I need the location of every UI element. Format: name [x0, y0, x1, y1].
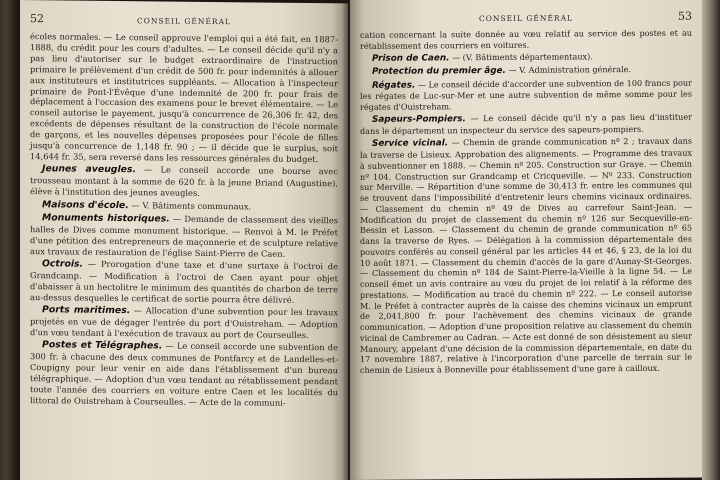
- paragraph: [30, 340, 338, 410]
- paragraph: [30, 163, 338, 200]
- paragraph: [30, 304, 338, 341]
- rubric-heading: Prison de Caen.: [372, 53, 450, 64]
- rubric-heading: Ports maritimes.: [42, 304, 131, 317]
- paragraph-text: — Le conseil accorde une subvention de 300 fr. à chacune des deux communes de Pontfarcy et de Landelles-et-Coupigny pour leur venir en aide dans l'établissement d'un bureau télégraphique. — Adoption d'un vœu tendant au rétablissement pendant toute l'année des courriers en voiture entre Caen et les localités du littoral de Ouistreham à Courseulles. — Acte de la communi-: [30, 340, 338, 408]
- rubric-heading: Jeunes aveugles.: [42, 163, 137, 176]
- paragraph: [360, 136, 692, 376]
- right-page-number: 53: [678, 9, 692, 23]
- left-page: [20, 0, 348, 480]
- rubric-heading: Service vicinal.: [372, 138, 449, 150]
- paragraph: [30, 258, 338, 306]
- paragraph: [30, 31, 338, 165]
- paragraph: [360, 77, 692, 113]
- left-page-number: 52: [30, 12, 44, 26]
- rubric-heading: Régates.: [372, 80, 416, 91]
- paragraph-text: — Le conseil décide d'accorder une subvention de 100 francs pour les régates de Luc-sur-Mer et une autre subvention de même somme pour les régates d'Ouistreham.: [360, 77, 692, 112]
- paragraph-text: — Le conseil décide qu'il n'y a pas lieu d'instituer dans le département un inspecteur du service des sapeurs-pompiers.: [360, 111, 692, 136]
- paragraph: [30, 199, 338, 214]
- paragraph: [30, 212, 338, 260]
- paragraph-text: — (V. Bâtiments départementaux).: [449, 51, 593, 63]
- paragraph: [360, 112, 692, 137]
- rubric-heading: Octrois.: [42, 258, 84, 270]
- rubric-heading: Monuments historiques.: [42, 212, 170, 225]
- rubric-heading: Protection du premier âge.: [372, 66, 506, 78]
- right-page-header: [360, 10, 692, 25]
- paragraph: [360, 51, 692, 65]
- paragraph-text: — Le conseil accorde une bourse avec trousseau montant à la somme de 620 fr. à la jeune Briand (Augustine), élève à l'institution des jeunes aveugles.: [30, 164, 338, 199]
- paragraph-text: — Allocation d'une subvention pour les travaux projetés en vue de dégager l'entrée du port d'Ouistreham. — Adoption d'un vœu tendant à l'exécution de travaux au port de Courseulles.: [30, 305, 339, 341]
- paragraph-text: — V. Administration générale.: [505, 64, 631, 76]
- paragraph-text: écoles normales. — Le conseil approuve l'emploi qui a été fait, en 1887-1888, du crédit pour les cours d'adultes. — Le conseil décide qu'il n'y a pas lieu d'autoriser sur le budget extraordinaire de l'instruction primaire le prélèvement d'un crédit de 500 fr. pour indemnités à allouer aux instituteurs et institutrices suppléants. — Allocation à l'inspecteur primaire de Pont-l'Évêque d'une indemnité de 200 fr. pour frais de déplacement à l'occasion des examens pour le brevet élémentaire. — Le conseil autorise le payement, jusqu'à concurrence de 26,306 fr. 42, des excédents de dépenses résultant de la construction de l'école normale de garçons, et les nouvelles dépenses proposées pour l'école de filles jusqu'à concurrence de 1,148 fr. 90 ; — il décide que le surplus, soit 14,644 fr. 35, sera reversé dans les ressources générales du budget.: [30, 31, 338, 165]
- left-running-head: CONSEIL GÉNÉRAL: [137, 16, 231, 27]
- right-page: [350, 0, 702, 480]
- rubric-heading: Postes et Télégraphes.: [42, 339, 163, 352]
- paragraph-text: — Prorogation d'une taxe et d'une surtaxe à l'octroi de Grandcamp. — Modification à l'octroi de Caen ayant pour objet d'abaisser à un hectolitre le minimum des quantités de charbon de terre au-dessus desquelles le certificat de sortie pourra être délivré.: [30, 258, 338, 305]
- paragraph: [360, 64, 692, 78]
- rubric-heading: Maisons d'école.: [42, 198, 129, 211]
- paragraph-text: — Demande de classement des vieilles halles de Dives comme monument historique. — Renvoi à M. le Préfet d'une pétition des entrepreneurs de maçonnerie et de sculpture relative aux travaux de restauration de l'église Saint-Pierre de Caen.: [30, 213, 338, 259]
- paragraph: [360, 28, 692, 52]
- paragraph-text: cation concernant la suite donnée au vœu relatif au service des postes et au rétablissement des courriers en voitures.: [360, 27, 692, 51]
- right-running-head: CONSEIL GÉNÉRAL: [479, 13, 573, 24]
- left-page-text: [30, 31, 338, 409]
- paragraph-text: — Chemin de grande communication nº 2 ; travaux dans la traverse de Lisieux. Approbation des alignements. — Programme des travaux à subventionner en 1888. — Chemin nº 205. Construction sur Graye. — Chemin nº 104. Construction sur Grandcamp et Cricqueville. — Nº 233. Construction sur Merville. — Répartition d'une somme de 30,413 fr. entre les communes qui se trouvent dans l'impossibilité d'entretenir leurs chemins vicinaux ordinaires. — Classement du chemin nº 49 de Dives au carrefour Saint-Jean. — Modification du projet de classement du chemin nº 126 sur Secqueville-en-Bessin et Lasson. — Classement du chemin de grande communication nº 65 dans la traverse de Ryes. — Délégation à la commission départementale des pouvoirs conférés au conseil général par les articles 44 et 46, § 23, de la loi du 10 août 1871. — Classement du chemin d'accès de la gare d'Aunay-St-Georges. — Classement du chemin nº 184 de Saint-Pierre-la-Vieille à la ligne 54. — Le conseil émet un avis contraire au vœu du projet de loi relatif à la réforme des prestations. — Modification au tracé du chemin nº 222. — Le conseil autorise M. le Préfet à contracter auprès de la caisse des chemins vicinaux un emprunt de 2,041,800 fr. pour l'achèvement des chemins vicinaux de grande communication. — Adoption d'une proposition relative au classement du chemin vicinal de Cambremer au Cadran. — Acte est donné de son désistement au sieur Manoury, appelant d'une décision de la commission départementale, en date du 17 novembre 1887, relative à l'incorporation d'une parcelle de terrain sur le chemin de Lisieux à Bonneville pour établissement d'une gare à cailloux.: [360, 135, 693, 375]
- rubric-heading: Sapeurs-Pompiers.: [372, 114, 466, 126]
- left-page-header: [30, 12, 338, 28]
- right-page-text: [360, 28, 692, 376]
- book-edge: [702, 0, 720, 480]
- paragraph-text: — V. Bâtiments communaux.: [128, 199, 252, 212]
